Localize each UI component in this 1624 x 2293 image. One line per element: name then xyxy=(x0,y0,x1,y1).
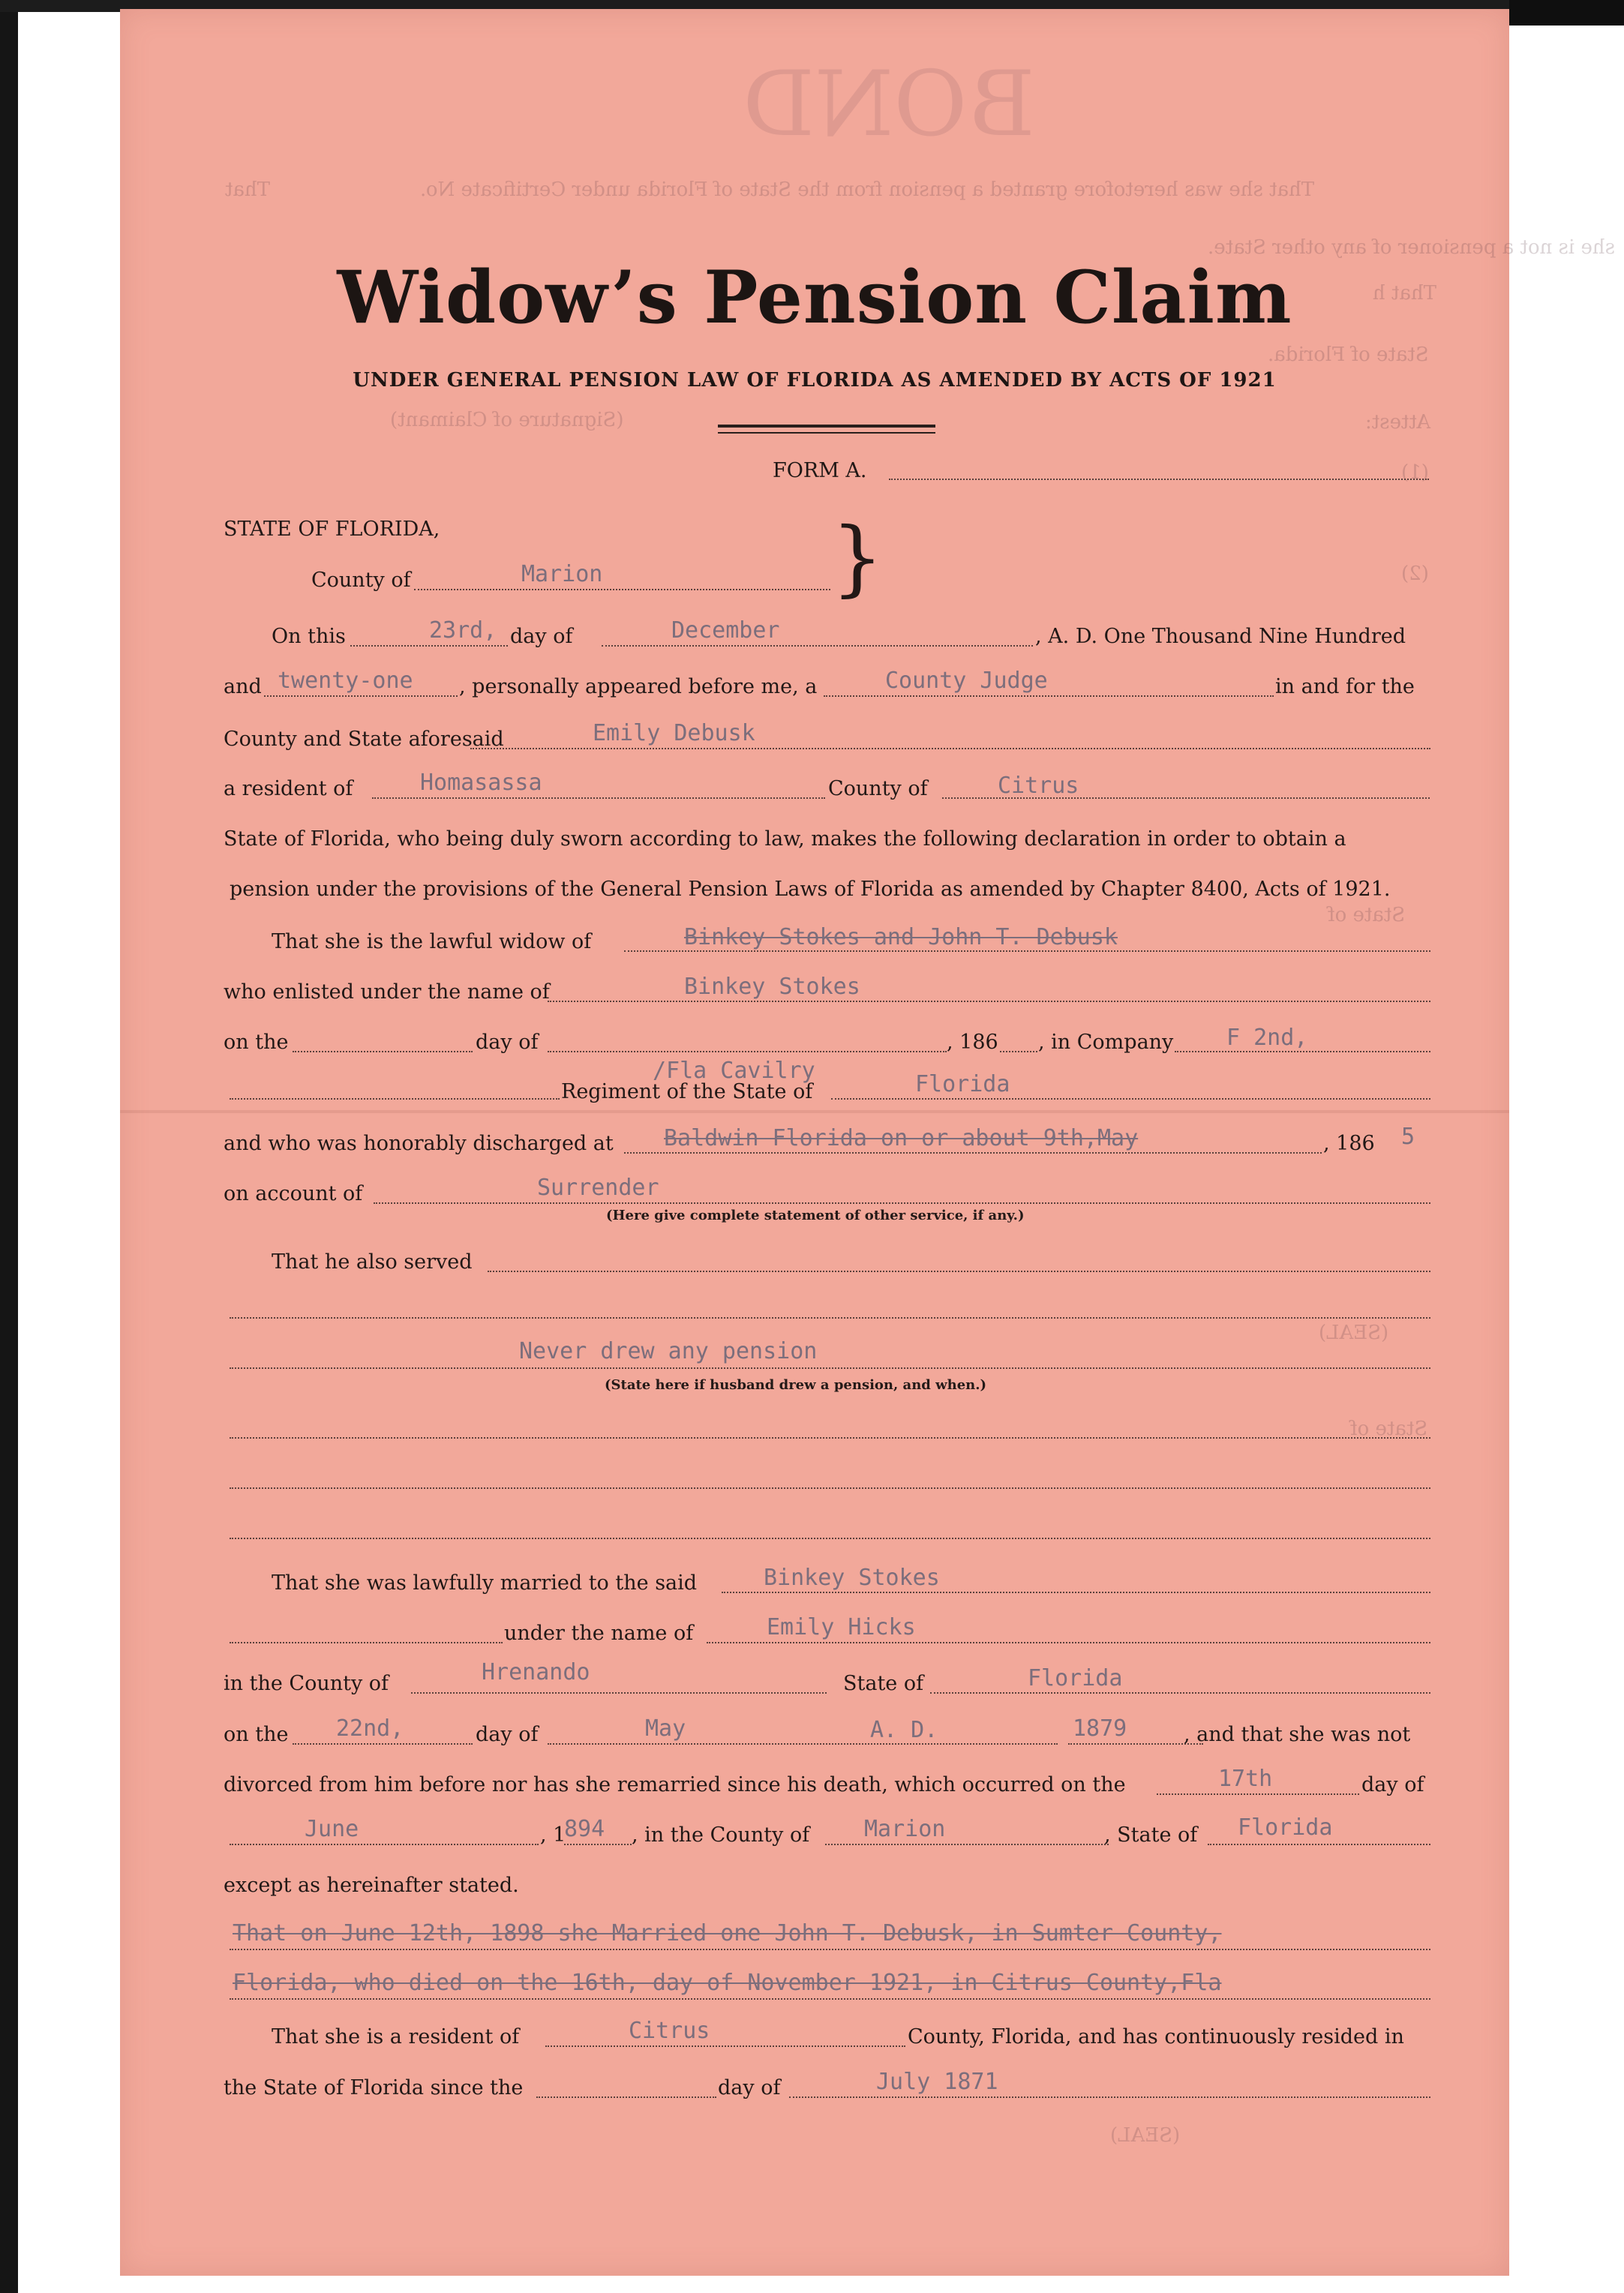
bleed-marker-2: (2) xyxy=(1401,563,1429,585)
death-county-label: , in the County of xyxy=(632,1823,810,1847)
death-state-label: , State of xyxy=(1104,1823,1198,1847)
marriage-day-value: 22nd, xyxy=(336,1715,404,1742)
marriage-state-line xyxy=(930,1692,1430,1694)
since-label: the State of Florida since the xyxy=(224,2076,524,2099)
discharge-year-prefix: , 186 xyxy=(1323,1132,1375,1155)
enlist-year-line xyxy=(1000,1051,1037,1052)
continuously-text: County, Florida, and has continuously resided in xyxy=(908,2025,1404,2048)
on-the-label-2: on the xyxy=(224,1723,289,1746)
form-subtitle: UNDER GENERAL PENSION LAW OF FLORIDA AS AMENDED BY ACTS OF 1921 xyxy=(353,369,1277,392)
in-company-label: , in Company xyxy=(1038,1031,1174,1054)
death-day-line xyxy=(1157,1793,1359,1795)
enlisted-line xyxy=(548,1001,1430,1002)
county-label: County of xyxy=(311,569,411,592)
death-year-line xyxy=(564,1844,632,1845)
bleed-state-of-2: State of xyxy=(1350,1418,1428,1440)
bleed-line-1-end: That xyxy=(225,179,271,201)
on-this-label: On this xyxy=(272,625,346,648)
statement-2: Florida, who died on the 16th, day of November 1921, in Citrus County,Fla xyxy=(233,1970,1222,1996)
bleed-line-1: That she was heretofore granted a pension from the State of Florida under Certificate No. xyxy=(420,179,1315,201)
resident-county-value: Citrus xyxy=(629,2018,710,2044)
service-note: (Here give complete statement of other service, if any.) xyxy=(606,1208,1025,1223)
venue-brace: } xyxy=(831,509,884,605)
bleed-line-3: That h xyxy=(1373,282,1437,305)
discharge-year-value: 5 xyxy=(1401,1124,1415,1150)
form-label-line xyxy=(889,479,1429,480)
also-served-line-1 xyxy=(488,1271,1430,1272)
pension-note: (State here if husband drew a pension, and when.) xyxy=(605,1377,987,1393)
pension-line xyxy=(230,1367,1430,1369)
not-divorced-text-1: , and that she was not xyxy=(1184,1723,1411,1746)
day-of-label: day of xyxy=(510,625,573,648)
blank-line-3 xyxy=(230,1538,1430,1539)
marriage-county-line xyxy=(411,1692,827,1694)
form-label: FORM A. xyxy=(773,459,867,482)
death-year-value: 894 xyxy=(564,1816,605,1842)
discharged-label: and who was honorably discharged at xyxy=(224,1132,614,1155)
marriage-year-value: 1879 xyxy=(1073,1715,1127,1742)
regiment-value: /Fla Cavilry xyxy=(653,1058,815,1084)
scan-border-left xyxy=(0,0,18,2293)
company-line xyxy=(1175,1051,1430,1052)
scan-corner xyxy=(1509,0,1624,26)
county-state-label: County and State aforesaid xyxy=(224,728,504,751)
discharge-line xyxy=(624,1152,1322,1154)
under-name-pre-line xyxy=(230,1642,503,1643)
married-to-label: That she was lawfully married to the said xyxy=(272,1571,698,1595)
maiden-value: Emily Hicks xyxy=(767,1614,916,1640)
death-day-of-label: day of xyxy=(1361,1773,1424,1796)
married-line xyxy=(722,1592,1430,1593)
in-county-label: in the County of xyxy=(224,1672,389,1695)
death-day-value: 17th xyxy=(1218,1766,1273,1792)
year-186-label: , 186 xyxy=(947,1031,998,1054)
discharge-value: Baldwin Florida on or about 9th,May xyxy=(664,1125,1139,1151)
enlisted-value: Binkey Stokes xyxy=(684,974,860,1000)
widow-line xyxy=(624,950,1430,952)
statement-line-2 xyxy=(230,1998,1430,2000)
day-value: 23rd, xyxy=(429,617,497,644)
officer-value: County Judge xyxy=(885,668,1048,694)
death-month-line xyxy=(230,1844,539,1845)
year-value: twenty-one xyxy=(278,668,413,694)
maiden-line xyxy=(707,1642,1430,1643)
residence-value: Homasassa xyxy=(420,770,542,796)
personally-text: , personally appeared before me, a xyxy=(459,675,818,698)
marriage-state-value: Florida xyxy=(1028,1665,1123,1691)
in-and-for-text: in and for the xyxy=(1275,675,1415,698)
blank-line-2 xyxy=(230,1487,1430,1489)
since-day-of-label: day of xyxy=(718,2076,781,2099)
widow-value: Binkey Stokes and John T. Debusk xyxy=(684,924,1118,950)
month-value: December xyxy=(671,617,780,644)
marriage-day-of-label: day of xyxy=(476,1723,539,1746)
since-value: July 1871 xyxy=(876,2069,998,2095)
statement-1: That on June 12th, 1898 she Married one John T. Debusk, in Sumter County, xyxy=(233,1920,1222,1946)
death-county-line xyxy=(825,1844,1109,1845)
death-state-line xyxy=(1208,1844,1430,1845)
form-title: Widow’s Pension Claim xyxy=(337,255,1292,340)
statement-line-1 xyxy=(230,1949,1430,1950)
not-divorced-text-2: divorced from him before nor has she remarried since his death, which occurred on the xyxy=(224,1773,1126,1796)
paper-fold xyxy=(120,1110,1509,1113)
month-line xyxy=(602,645,1033,647)
state-heading: STATE OF FLORIDA, xyxy=(224,518,440,541)
regiment-line xyxy=(230,1098,560,1100)
also-served-line-2 xyxy=(230,1317,1430,1319)
company-value: F 2nd, xyxy=(1226,1025,1308,1051)
ad-text: , A. D. One Thousand Nine Hundred xyxy=(1035,625,1406,648)
except-text: except as hereinafter stated. xyxy=(224,1874,519,1897)
bleed-line-4: State of Florida. xyxy=(1268,344,1429,366)
resident-of-label: a resident of xyxy=(224,777,353,800)
enlist-day-of-label: day of xyxy=(476,1031,539,1054)
regiment-state-line xyxy=(831,1098,1430,1100)
death-month-value: June xyxy=(305,1816,359,1842)
blank-line-1 xyxy=(230,1437,1430,1439)
bleed-marker-1: (1) xyxy=(1401,461,1429,484)
officer-line xyxy=(824,695,1274,697)
title-rule-thick xyxy=(718,425,935,428)
sworn-text-2: pension under the provisions of the General Pension Laws of Florida as amended by Chapter 8400, Acts of 1921. xyxy=(230,878,1391,901)
under-name-label: under the name of xyxy=(504,1622,694,1645)
widow-of-label: That she is the lawful widow of xyxy=(272,930,592,953)
and-label: and xyxy=(224,675,262,698)
on-the-label: on the xyxy=(224,1031,289,1054)
bleed-seal-mid: (SEAL) xyxy=(1319,1322,1389,1344)
claimant-value: Emily Debusk xyxy=(593,720,755,746)
county-of-label: County of xyxy=(828,777,928,800)
since-day-line xyxy=(536,2096,716,2098)
since-line xyxy=(789,2096,1430,2098)
marriage-month-line xyxy=(548,1743,1058,1745)
bleed-bond-heading: BOND xyxy=(743,53,1035,157)
enlisted-label: who enlisted under the name of xyxy=(224,980,550,1004)
sworn-text-1: State of Florida, who being duly sworn according to law, makes the following declaration in order to obtain a xyxy=(224,827,1346,851)
marriage-day-line xyxy=(293,1743,473,1745)
county2-value: Citrus xyxy=(998,773,1079,799)
day-line xyxy=(350,645,508,647)
marriage-ad-value: A. D. xyxy=(870,1717,938,1743)
account-line xyxy=(374,1202,1430,1204)
resident-label-2: That she is a resident of xyxy=(272,2025,520,2048)
year-line xyxy=(264,695,458,697)
residence-line xyxy=(372,797,825,799)
county-line xyxy=(414,589,830,590)
marriage-state-label: State of xyxy=(843,1672,924,1695)
on-account-label: on account of xyxy=(224,1182,363,1205)
death-county-value: Marion xyxy=(864,1816,946,1842)
marriage-county-value: Hrenando xyxy=(482,1659,590,1685)
bleed-line-5: (Signature of Claimant) xyxy=(390,409,624,431)
title-rule-thin xyxy=(718,432,935,434)
account-value: Surrender xyxy=(537,1175,659,1201)
claimant-line xyxy=(470,748,1430,749)
death-state-value: Florida xyxy=(1238,1814,1333,1841)
marriage-year-line xyxy=(1068,1743,1203,1745)
bleed-state-of-1: State of xyxy=(1328,904,1406,926)
regiment-state-value: Florida xyxy=(915,1071,1010,1097)
bleed-attest: Attest: xyxy=(1365,411,1431,434)
marriage-month-value: May xyxy=(645,1715,686,1742)
bleed-line-2: she is not a pensioner of any other State. xyxy=(1208,236,1615,259)
death-year-prefix: , 1 xyxy=(540,1823,566,1847)
county-value: Marion xyxy=(521,561,603,587)
married-value: Binkey Stokes xyxy=(764,1565,940,1591)
pension-value: Never drew any pension xyxy=(519,1338,818,1364)
enlist-month-line xyxy=(548,1051,947,1052)
bleed-seal-bottom: (SEAL) xyxy=(1110,2124,1181,2147)
regiment-label: Regiment of the State of xyxy=(561,1080,813,1103)
enlist-day-line xyxy=(293,1051,473,1052)
resident-county-line xyxy=(545,2045,905,2047)
also-served-label: That he also served xyxy=(272,1250,473,1274)
